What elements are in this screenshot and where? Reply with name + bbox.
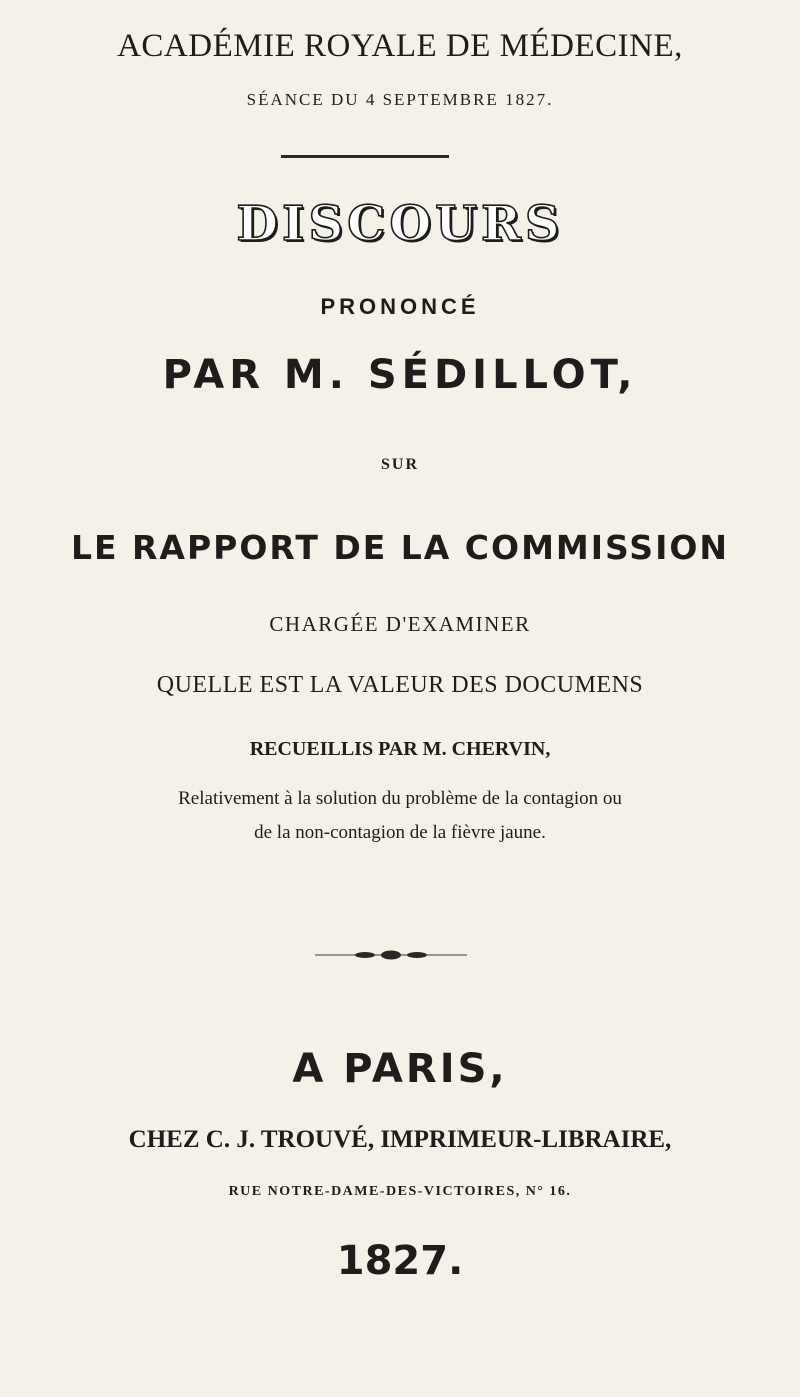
relative-text-line-2: de la non-contagion de la fièvre jaune. <box>254 822 546 843</box>
document-title: DISCOURS <box>236 196 564 252</box>
imprint-address: RUE NOTRE-DAME-DES-VICTOIRES, N° 16. <box>228 1184 572 1199</box>
imprint-city: A PARIS, <box>292 1046 508 1092</box>
pronounced-label: PRONONCÉ <box>320 294 480 319</box>
question-line: QUELLE EST LA VALEUR DES DOCUMENS <box>156 672 644 698</box>
institution-heading: ACADÉMIE ROYALE DE MÉDECINE, <box>117 28 683 64</box>
charged-line: CHARGÉE D'EXAMINER <box>269 612 531 636</box>
author-line: PAR M. SÉDILLOT, <box>162 352 638 398</box>
heading-rule <box>281 155 449 158</box>
collected-line: RECUEILLIS PAR M. CHERVIN, <box>249 738 551 760</box>
ornament-divider-icon <box>315 948 467 962</box>
relative-text-line-1: Relativement à la solution du problème de la contagion ou <box>178 788 622 809</box>
session-date: SÉANCE DU 4 SEPTEMBRE 1827. <box>246 90 554 109</box>
subject-heading: LE RAPPORT DE LA COMMISSION <box>70 528 730 567</box>
imprint-publisher: CHEZ C. J. TROUVÉ, IMPRIMEUR-LIBRAIRE, <box>128 1126 672 1153</box>
on-label: SUR <box>380 456 419 473</box>
imprint-year: 1827. <box>336 1238 464 1284</box>
